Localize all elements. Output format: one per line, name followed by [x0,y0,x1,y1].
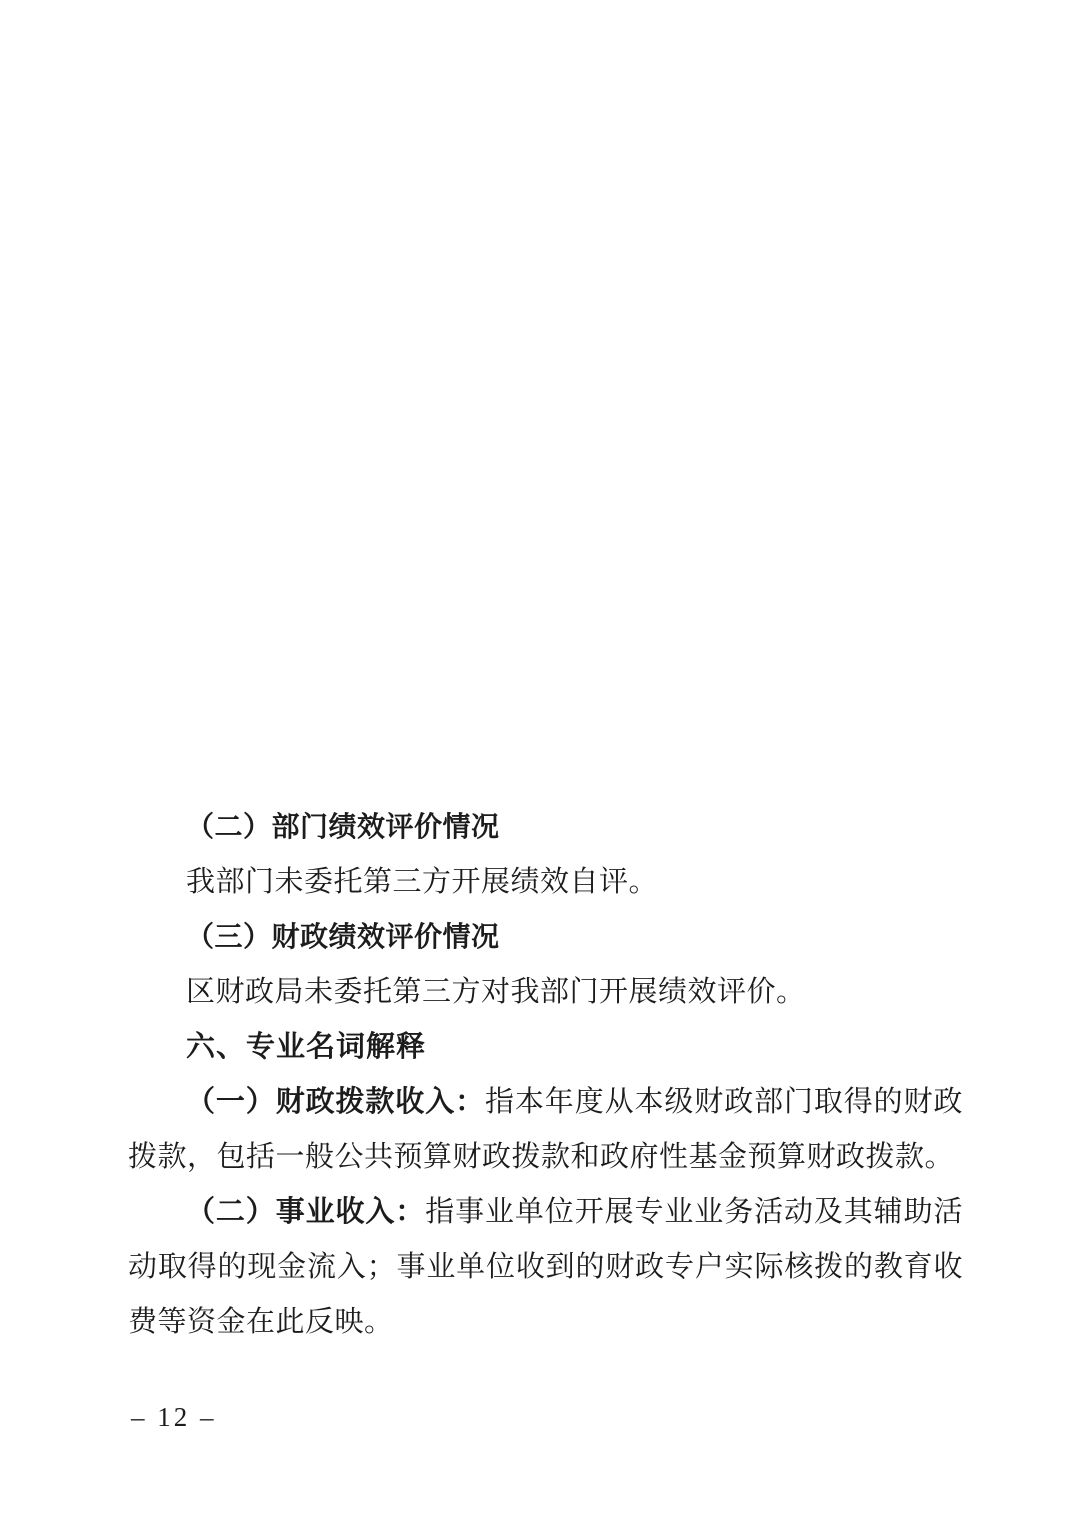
paragraph-finance-eval: 区财政局未委托第三方对我部门开展绩效评价。 [186,976,806,1008]
term-label-business-income: （二）事业收入： [186,1196,426,1228]
section-heading-terms: 六、专业名词解释 [186,1031,427,1063]
term-text-business-income: 指事业单位开展专业业务活动及其辅助活动取得的现金流入；事业单位收到的财政专户实际核拨的教育收费等资金在此反映。 [128,1196,963,1338]
term-label-fiscal-income: （一）财政拨款收入： [186,1086,485,1118]
term-text-fiscal-income: 指本年度从本级财政部门取得的财政拨款，包括一般公共预算财政拨款和政府性基金预算财政拨款。 [128,1086,963,1173]
page-number: – 12 – [131,1402,217,1432]
section-heading-dept-eval: （二）部门绩效评价情况 [186,812,500,843]
body-text [128,800,963,1350]
paragraph-dept-eval: 我部门未委托第三方开展绩效自评。 [186,866,659,898]
section-heading-finance-eval: （三）财政绩效评价情况 [186,922,500,953]
paragraph-term-business-income [128,1185,963,1350]
paragraph-term-fiscal-income [128,1075,963,1185]
